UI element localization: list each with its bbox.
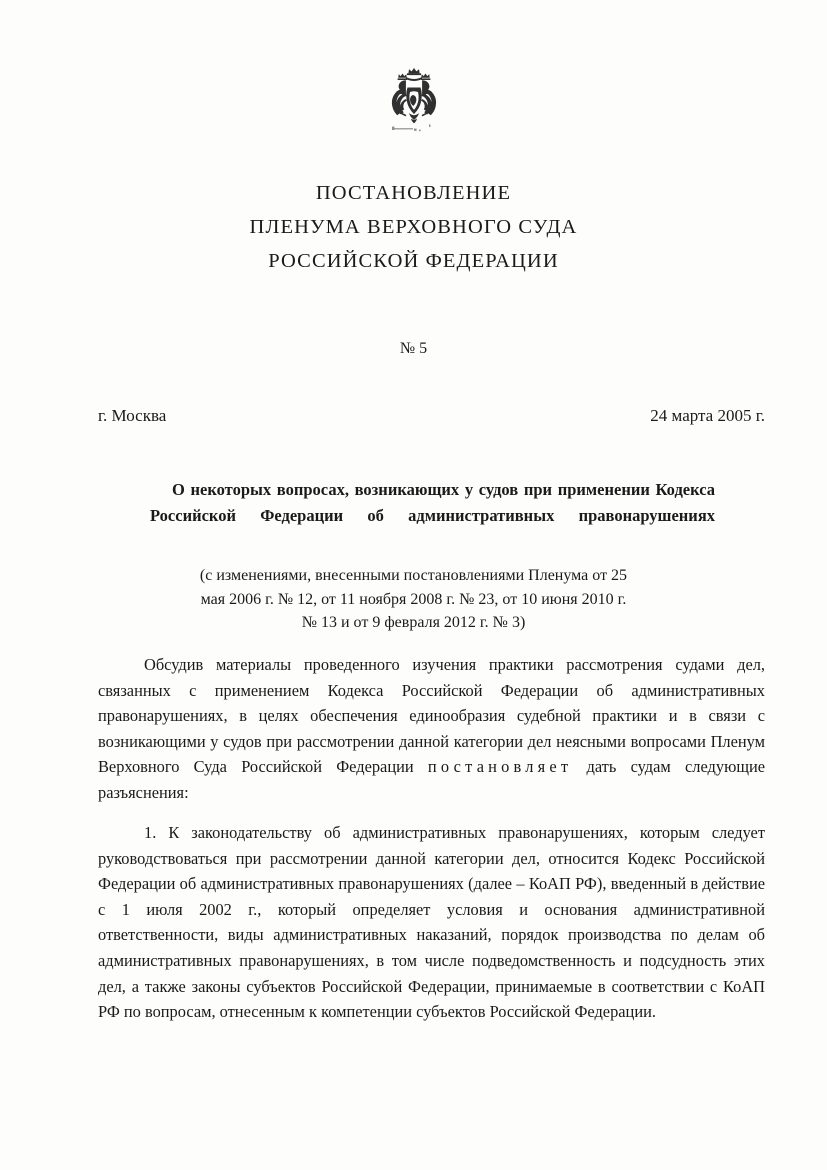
amendments-line-2: мая 2006 г. № 12, от 11 ноября 2008 г. № 23, от 10 июня 2010 г. <box>200 590 627 608</box>
heading-line-1: ПОСТАНОВЛЕНИЕ <box>315 182 512 204</box>
heading-line-3: РОССИЙСКОЙ ФЕДЕРАЦИИ <box>268 250 559 272</box>
intro-text-after: дать судам следующие разъяснения: <box>98 757 765 802</box>
document-place: г. Москва <box>98 406 167 425</box>
postanovlyaet-emphasis: постановляет <box>427 757 573 777</box>
document-date: 24 марта 2005 г. <box>650 406 765 425</box>
russian-coat-of-arms-icon <box>383 66 445 136</box>
amendments-line-1: (с изменениями, внесенными постановлениями Пленума от 25 <box>199 567 628 584</box>
paragraph-one-block <box>98 820 765 1025</box>
heading-line-2: ПЛЕНУМА ВЕРХОВНОГО СУДА <box>249 216 578 238</box>
document-heading <box>100 176 727 278</box>
amendments-line-3: № 13 и от 9 февраля 2012 г. № 3) <box>301 614 526 631</box>
amendments-note <box>110 564 717 635</box>
intro-text-before: Обсудив материалы проведенного изучения практики рассмотрения судами дел, связанных с применением Кодекса Российской Федерации об административных правонарушениях, в целях обеспечения единообразия судебной практики и в связи с возникающими у судов при рассмотрении данной категории дел неясными вопросами Пленум Верховного Суда Российской Федерации <box>98 655 765 777</box>
place-date-row <box>98 405 765 427</box>
intro-paragraph <box>98 652 765 806</box>
document-subject-title: О некоторых вопросах, возникающих у судов при применении Кодекса Российской Федерации об административных правонарушениях <box>150 480 715 525</box>
paragraph-one: 1. К законодательству об административных правонарушениях, которым следует руководствоваться при рассмотрении данной категории дел, относится Кодекс Российской Федерации об административных правонарушениях (далее – КоАП РФ), введенный в действие с 1 июля 2002 г., который определяет условия и основания административной ответственности, виды административных наказаний, порядок производства по делам об административных правонарушениях, в том числе подведомственность и подсудность этих дел, а также законы субъектов Российской Федерации, принимаемые в соответствии с КоАП РФ по вопросам, отнесенным к компетенции субъектов Российской Федерации. <box>98 823 765 1022</box>
emblem-container <box>0 66 827 136</box>
document-number: № 5 <box>399 340 428 357</box>
intro-paragraph-block <box>98 652 765 806</box>
